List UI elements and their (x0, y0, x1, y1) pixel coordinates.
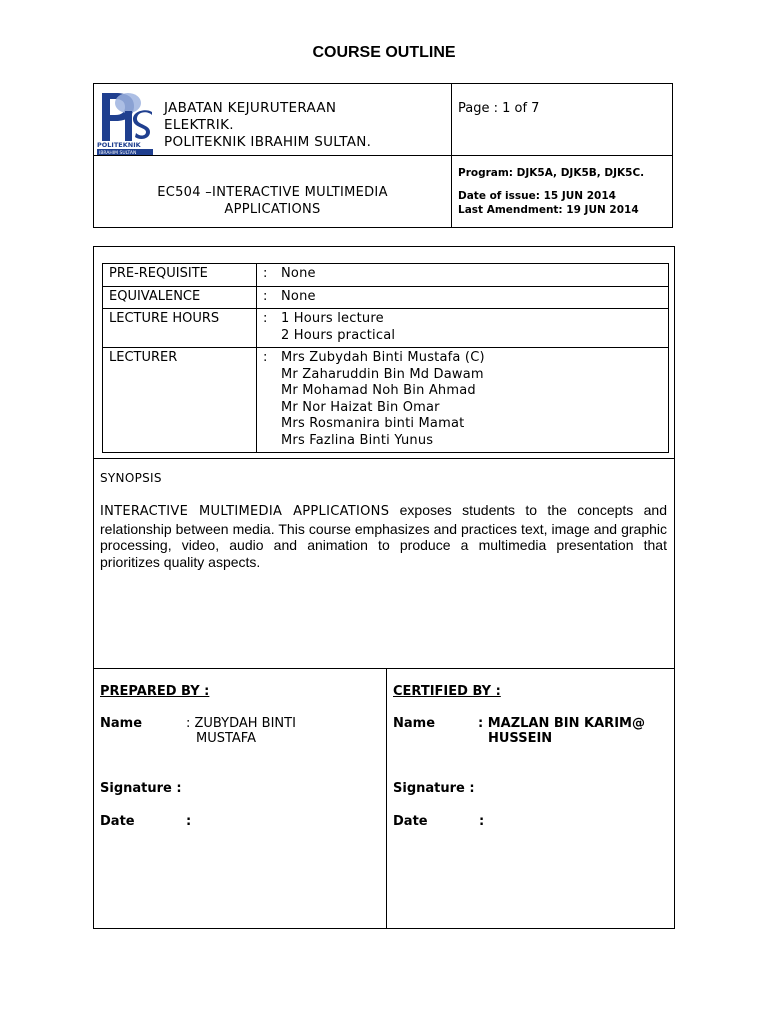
lecture-hours-line: 2 Hours practical (281, 327, 396, 343)
equivalence-label: EQUIVALENCE (103, 286, 257, 309)
document-title: COURSE OUTLINE (312, 44, 456, 61)
prepared-signature-label: Signature : (100, 781, 182, 796)
lecturer-list (273, 348, 669, 453)
certified-name-label: Name (393, 716, 436, 731)
lecturer-name: Mrs Zubydah Binti Mustafa (C) (281, 350, 485, 365)
certified-name-line: HUSSEIN (488, 731, 553, 746)
synopsis-body: exposes students to the concepts and relationship between media. This course emphasizes and practices text, image and graphic processing, video, audio and animation to produce a multimedia presentation that prioritizes quality aspects. (100, 502, 668, 570)
certified-by-heading: CERTIFIED BY : (393, 684, 501, 699)
prepared-name-label: Name (100, 716, 143, 731)
colon: : (257, 309, 274, 348)
certified-name-value (478, 716, 645, 746)
table-row (103, 348, 669, 453)
course-title-line-1: EC504 –INTERACTIVE MULTIMEDIA (157, 185, 388, 200)
program-codes: Program: DJK5A, DJK5B, DJK5C. (458, 167, 645, 179)
logo-caption-1: POLITEKNIK (97, 141, 141, 149)
signature-divider (386, 668, 387, 928)
prereq-label: PRE-REQUISITE (103, 264, 257, 287)
course-info-table (102, 263, 669, 453)
page-number: Page : 1 of 7 (458, 101, 540, 116)
certified-name-line: : MAZLAN BIN KARIM@ (478, 716, 645, 731)
date-of-issue: Date of issue: 15 JUN 2014 (458, 190, 616, 202)
lecture-hours-label: LECTURE HOURS (103, 309, 257, 348)
logo-caption-2: IBRAHIM SULTAN (99, 151, 137, 155)
certified-date-colon: : (479, 814, 485, 829)
certified-date-label: Date (393, 814, 428, 829)
synopsis-text (100, 502, 667, 570)
lecturer-name: Mr Zaharuddin Bin Md Dawam (281, 366, 484, 382)
synopsis-lead: INTERACTIVE MULTIMEDIA APPLICATIONS (100, 504, 390, 519)
colon: : (257, 264, 274, 287)
table-row (103, 309, 669, 348)
colon: : (257, 348, 274, 453)
polytechnic-logo-icon (96, 89, 154, 155)
lecturer-name: Mr Nor Haizat Bin Omar (281, 399, 440, 415)
lecturer-label: LECTURER (103, 348, 257, 453)
main-box (93, 246, 675, 929)
synopsis-heading: SYNOPSIS (100, 471, 162, 485)
prepared-by-heading: PREPARED BY : (100, 684, 210, 699)
prepared-name-line: : ZUBYDAH BINTI (186, 716, 296, 731)
institution-line-3: POLITEKNIK IBRAHIM SULTAN. (164, 134, 372, 150)
table-row (103, 264, 669, 287)
header-divider-horizontal (94, 155, 672, 156)
lecture-hours-line: 1 Hours lecture (281, 311, 384, 326)
program-info (458, 166, 644, 217)
certified-signature-label: Signature : (393, 781, 475, 796)
table-row (103, 286, 669, 309)
institution-line-2: ELEKTRIK. (164, 117, 234, 133)
prepared-date-colon: : (186, 814, 192, 829)
prepared-name-line: MUSTAFA (196, 731, 256, 746)
header-box (93, 83, 673, 228)
course-title-line-2: APPLICATIONS (224, 202, 321, 217)
course-title (94, 184, 451, 218)
lecturer-name: Mr Mohamad Noh Bin Ahmad (281, 383, 476, 398)
section-divider (94, 458, 674, 459)
lecturer-name: Mrs Fazlina Binti Yunus (281, 432, 434, 448)
section-divider (94, 668, 674, 669)
equivalence-value: None (273, 286, 669, 309)
lecture-hours-value (273, 309, 669, 348)
last-amendment: Last Amendment: 19 JUN 2014 (458, 204, 639, 216)
lecturer-name: Mrs Rosmanira binti Mamat (281, 416, 465, 431)
colon: : (257, 286, 274, 309)
institution-line-1: JABATAN KEJURUTERAAN (164, 100, 337, 116)
prereq-value: None (273, 264, 669, 287)
prepared-date-label: Date (100, 814, 135, 829)
institution-name (164, 100, 371, 151)
prepared-name-value (186, 716, 296, 746)
